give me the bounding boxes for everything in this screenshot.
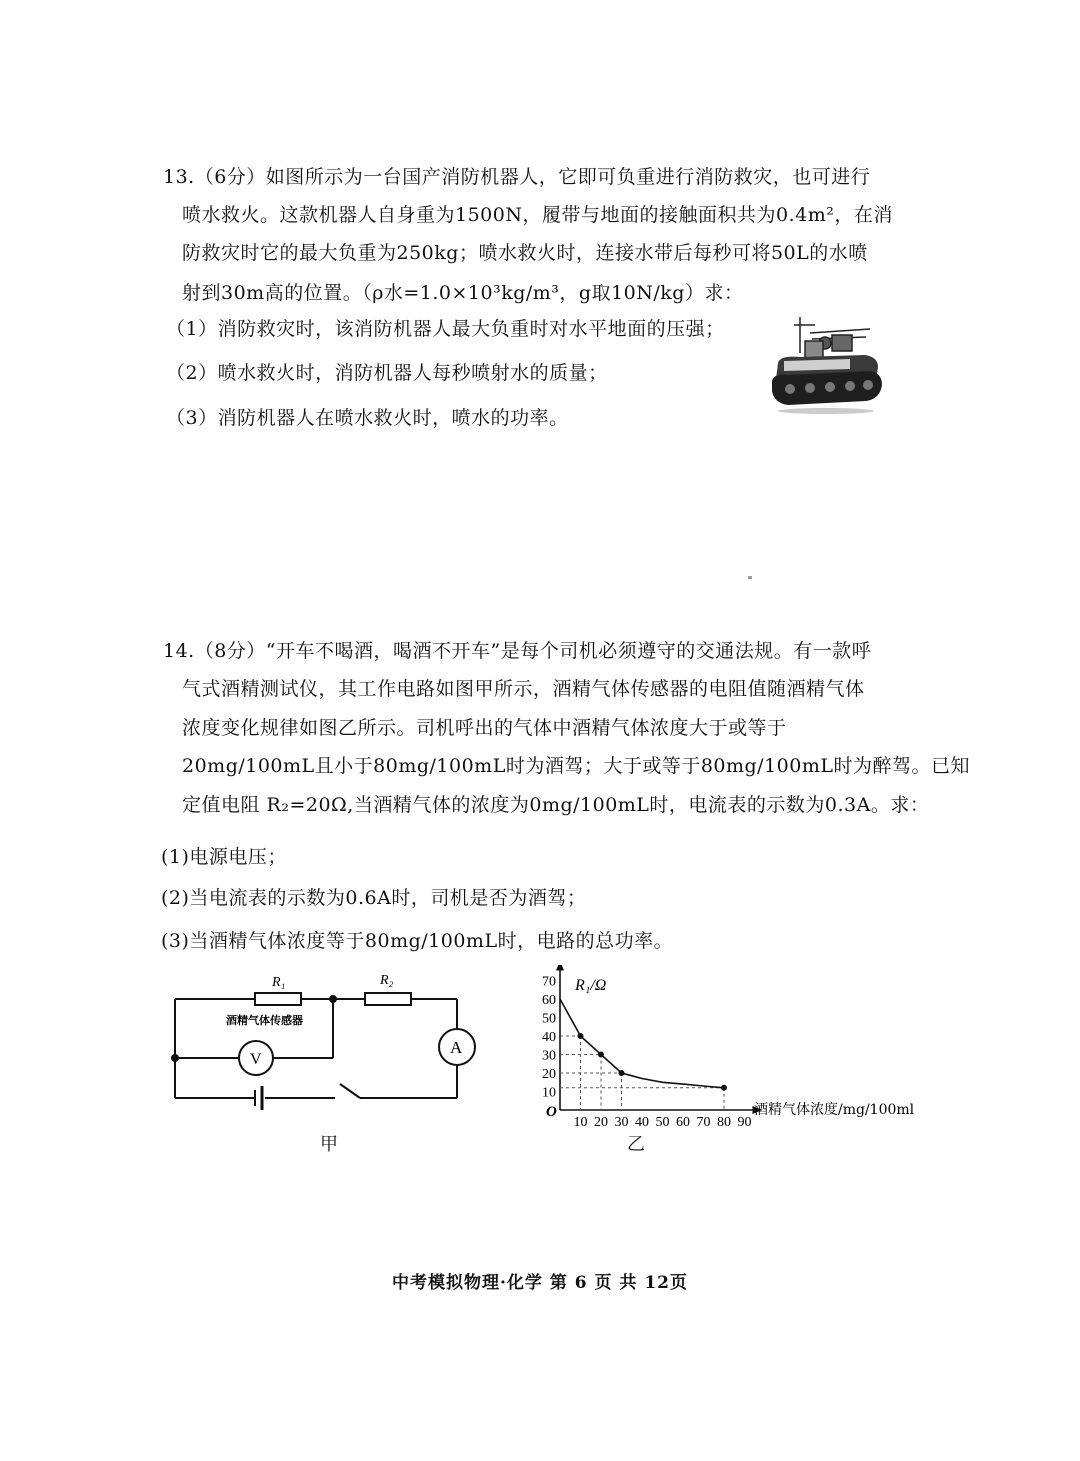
sensor-label: 酒精气体传感器	[226, 1014, 303, 1027]
q13-line-3: 防救灾时它的最大负重为250kg；喷水救火时，连接水带后每秒可将50L的水喷	[182, 242, 868, 264]
y-tick-label: 70	[542, 974, 556, 990]
x-tick-label: 40	[635, 1115, 649, 1130]
origin-label: O	[546, 1104, 557, 1120]
data-point	[578, 1033, 584, 1039]
q13-subquestion-3: （3）消防机器人在喷水救火时，喷水的功率。	[166, 407, 569, 429]
q14-line-4: 20mg/100mL且小于80mg/100mL时为酒驾；大于或等于80mg/100mL时为醉驾。已知	[182, 755, 970, 777]
q13-line-1: 13.（6分）如图所示为一台国产消防机器人，它即可负重进行消防救灾，也可进行	[163, 166, 871, 188]
q14-line-3: 浓度变化规律如图乙所示。司机呼出的气体中酒精气体浓度大于或等于	[182, 717, 787, 739]
q14-line-1: 14.（8分）“开车不喝酒，喝酒不开车”是每个司机必须遵守的交通法规。有一款呼	[163, 640, 872, 662]
q14-subquestion-2: (2)当电流表的示数为0.6A时，司机是否为酒驾；	[161, 887, 587, 909]
r2-label: R₂	[380, 973, 394, 988]
data-point	[721, 1085, 727, 1091]
q14-line-5: 定值电阻 R₂=20Ω,当酒精气体的浓度为0mg/100mL时，电流表的示数为0.3A。求：	[182, 794, 930, 816]
r1-label: R₁	[272, 975, 286, 990]
x-axis-label: 酒精气体浓度/mg/100ml	[754, 1102, 915, 1118]
resistor-r2	[365, 993, 411, 1005]
circuit-diagram	[160, 962, 490, 1157]
y-axis-label: R₁/Ω	[575, 977, 607, 994]
data-point	[598, 1052, 604, 1058]
graph-caption: 乙	[627, 1134, 645, 1155]
q14-line-2: 气式酒精测试仪，其工作电路如图甲所示，酒精气体传感器的电阻值随酒精气体	[182, 678, 865, 700]
ammeter-label: A	[450, 1038, 463, 1057]
series-line	[560, 999, 724, 1088]
q13-subquestion-1: （1）消防救灾时，该消防机器人最大负重时对水平地面的压强；	[166, 318, 725, 340]
y-tick-label: 60	[542, 993, 556, 1008]
q14-subquestion-1: (1)电源电压；	[161, 846, 287, 868]
x-tick-label: 70	[696, 1115, 711, 1130]
y-axis-arrow	[556, 965, 564, 971]
y-tick-label: 40	[542, 1030, 556, 1045]
y-tick-label: 20	[542, 1067, 556, 1082]
x-tick-label: 60	[676, 1115, 690, 1130]
y-tick-label: 10	[542, 1085, 556, 1101]
x-tick-label: 50	[655, 1115, 670, 1130]
y-tick-label: 50	[542, 1011, 556, 1027]
resistor-r1	[255, 993, 301, 1005]
page-footer: 中考模拟物理·化学 第 6 页 共 12页	[392, 1273, 688, 1293]
y-tick-label: 30	[542, 1048, 556, 1064]
x-tick-label: 20	[594, 1115, 608, 1130]
fire-robot-illustration	[770, 315, 885, 415]
switch-symbol	[340, 1084, 360, 1098]
data-point	[619, 1070, 625, 1076]
q13-line-2: 喷水救火。这款机器人自身重为1500N，履带与地面的接触面积共为0.4m²，在消	[182, 204, 893, 226]
q14-subquestion-3: (3)当酒精气体浓度等于80mg/100mL时，电路的总功率。	[161, 930, 674, 952]
voltmeter-label: V	[250, 1051, 262, 1068]
q13-subquestion-2: （2）喷水救火时，消防机器人每秒喷射水的质量；	[166, 362, 608, 384]
q13-line-4: 射到30m高的位置。（ρ水=1.0×10³kg/m³，g取10N/kg）求：	[182, 282, 744, 304]
resistance-concentration-graph	[520, 965, 940, 1155]
x-tick-label: 90	[737, 1115, 752, 1130]
x-tick-label: 10	[573, 1115, 588, 1130]
circuit-caption: 甲	[320, 1134, 338, 1155]
x-tick-label: 30	[614, 1115, 629, 1130]
scan-speck	[748, 576, 752, 579]
x-tick-label: 80	[717, 1115, 731, 1130]
